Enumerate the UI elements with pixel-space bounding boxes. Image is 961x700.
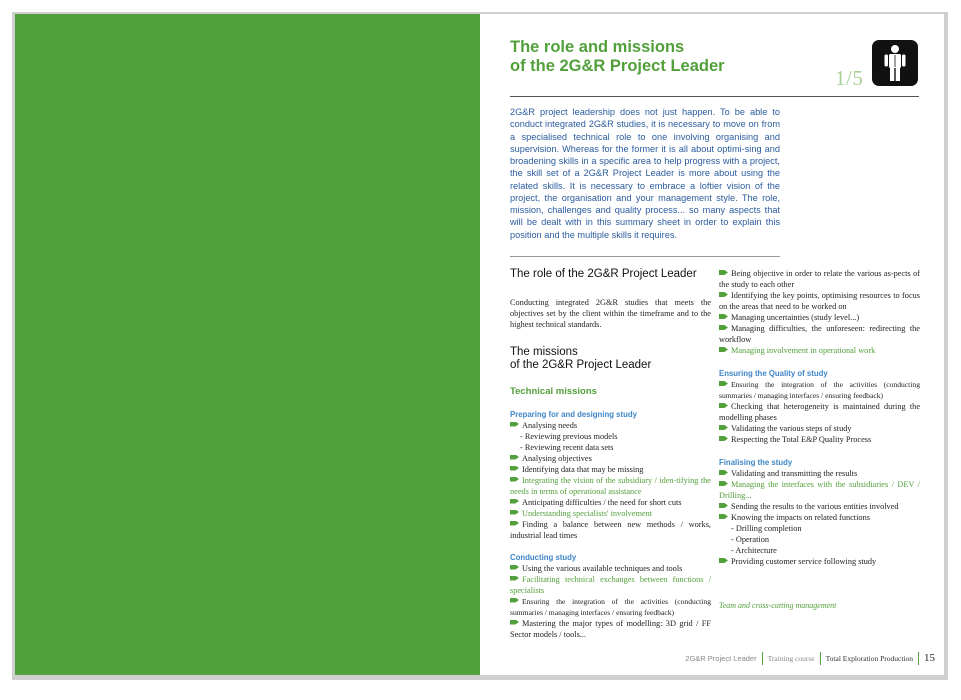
list-item: Using the various available techniques and tools [510,563,711,574]
list-subitem: - Operation [731,535,770,544]
arrow-bullet-icon [719,425,728,430]
standing-person-icon [872,40,918,86]
arrow-bullet-icon [510,510,519,515]
list-item: Managing the interfaces with the subsidiaries / DEV / Drilling... [719,480,920,500]
footer-course: Training course [767,653,815,663]
arrow-bullet-icon [719,270,728,275]
preparing-heading: Preparing for and designing study [510,409,637,419]
role-text: Conducting integrated 2G&R studies that meets the objectives set by the client within the timeframe and to the highest technical standards. [510,297,711,329]
arrow-bullet-icon [510,521,519,526]
arrow-bullet-icon [719,347,728,352]
finalising-heading: Finalising the study [719,458,793,467]
list-item: Anticipating difficulties / the need for short cuts [510,497,711,508]
list-subitem: - Reviewing previous models [520,431,618,441]
right-column [719,268,920,567]
arrow-bullet-icon [719,403,728,408]
list-subitem: - Reviewing recent data sets [520,442,614,452]
arrow-bullet-icon [510,455,519,460]
missions-heading-line1: The missions [510,345,578,358]
title-divider [510,96,919,97]
arrow-bullet-icon [510,477,519,482]
footer-separator [762,652,763,665]
arrow-bullet-icon [719,514,728,519]
list-item: Being objective in order to relate the various as-pects of the study to each other [719,269,920,289]
page-title-line1: The role and missions [510,38,685,56]
page-title [510,38,810,76]
arrow-bullet-icon [510,499,519,504]
arrow-bullet-icon [719,558,728,563]
left-green-page [15,14,480,675]
left-column [510,268,711,640]
intro-divider [510,256,780,257]
footer-company: Total Exploration Production [825,653,913,663]
list-item: Analysing needs [510,420,711,431]
list-item: Respecting the Total E&P Quality Process [719,434,920,445]
list-item: Understanding specialists' involvement [510,508,711,519]
arrow-bullet-icon [510,565,519,570]
page-counter: 1/5 [835,66,864,90]
arrow-bullet-icon [719,503,728,508]
list-item: Integrating the vision of the subsidiary / iden-tifying the needs in terms of operational assistance [510,475,711,496]
list-item: Managing difficulties, the unforeseen: redirecting the workflow [719,324,920,344]
list-item: Validating the various steps of study [719,423,920,434]
conducting-heading: Conducting study [510,552,577,562]
list-item: Ensuring the integration of the activities (conducting summaries / managing interfaces / ensuring feedback) [719,380,920,400]
list-subitem: - Drilling completion [731,524,802,533]
list-item: Facilitating technical exchanges between functions / specialists [510,574,711,595]
finalising-list [719,468,920,567]
quality-heading: Ensuring the Quality of study [719,369,828,378]
team-management-note: Team and cross-cutting management [719,601,837,610]
missions-heading-line2: of the 2G&R Project Leader [510,359,652,371]
list-item: Managing involvement in operational work [719,345,920,356]
list-item: Knowing the impacts on related functions [719,512,920,523]
list-item: Providing customer service following study [719,556,920,567]
intro-paragraph: 2G&R project leadership does not just happen. To be able to conduct integrated 2G&R studies, it is necessary to move on from a specialised technical role to one involving organising and supervision. Whereas for the former it is all about optimi-sing and broadening skills in a specific area to help progress with a project, the skill set of a 2G&R Project Leader is more about using the related skills. It is necessary to embrace a loftier vision of the project, the organisation and your management style. The role, mission, challenges and quality process... so many aspects that will be dealt with in this summary sheet in order to explain this position and the multiple skills it requires. [510,107,780,240]
arrow-bullet-icon [719,381,728,386]
arrow-bullet-icon [719,470,728,475]
page-number: 15 [924,652,935,664]
arrow-bullet-icon [719,436,728,441]
arrow-bullet-icon [510,620,519,625]
page-footer [685,651,935,665]
arrow-bullet-icon [510,422,519,427]
role-heading: The role of the 2G&R Project Leader [510,268,697,280]
list-item: Finding a balance between new methods / works, industrial lead times [510,519,711,540]
arrow-bullet-icon [719,292,728,297]
list-item: Managing uncertainties (study level...) [719,312,920,323]
list-item: Checking that heterogeneity is maintained during the modelling phases [719,402,920,422]
footer-separator [918,652,919,665]
missions-heading [510,346,711,373]
arrow-bullet-icon [510,576,519,581]
footer-doc-title: 2G&R Project Leader [685,653,757,663]
technical-missions-heading: Technical missions [510,385,597,397]
arrow-bullet-icon [510,598,519,603]
arrow-bullet-icon [719,325,728,330]
list-subitem: - Architecture [731,546,777,555]
list-item: Validating and transmitting the results [719,468,920,479]
preparing-list [510,420,711,541]
list-item: Identifying data that may be missing [510,464,711,475]
list-item: Identifying the key points, optimising resources to focus on the areas that need to be worked on [719,291,920,311]
footer-separator [820,652,821,665]
continued-list [719,268,920,356]
quality-list [719,379,920,445]
list-item: Ensuring the integration of the activities (conducting summaries / managing interfaces / ensuring feedback) [510,596,711,617]
arrow-bullet-icon [719,481,728,486]
list-item: Sending the results to the various entities involved [719,501,920,512]
conducting-list [510,563,711,640]
page-title-line2: of the 2G&R Project Leader [510,57,725,75]
list-item: Analysing objectives [510,453,711,464]
arrow-bullet-icon [719,314,728,319]
arrow-bullet-icon [510,466,519,471]
list-item: Mastering the major types of modelling: 3D grid / FF Sector models / tools... [510,618,711,639]
